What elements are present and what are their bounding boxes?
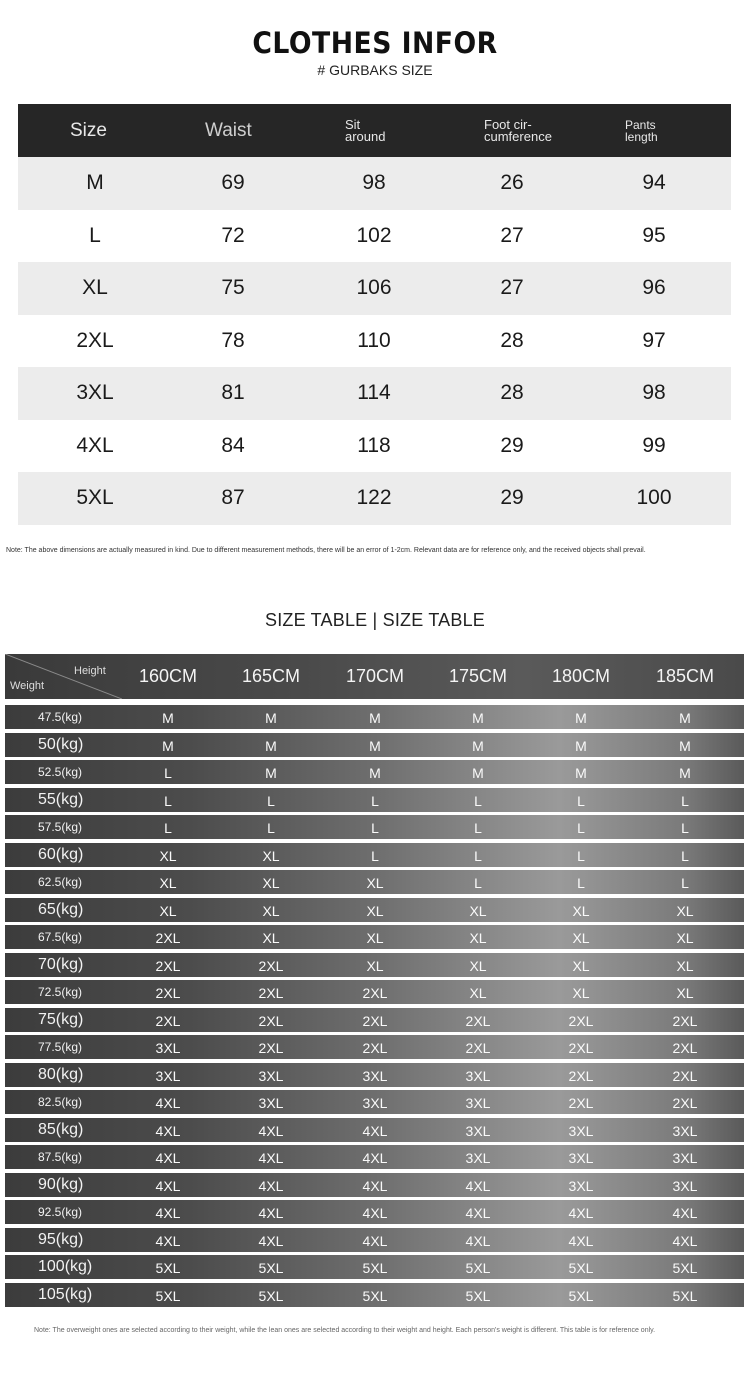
size-cell: M — [162, 737, 174, 754]
header-size: Size — [70, 119, 107, 141]
size-cell: 4XL — [258, 1205, 284, 1221]
weight-label: 95(kg) — [38, 1230, 84, 1248]
size-cell: 5XL — [258, 1260, 284, 1276]
measurement-cell: 94 — [642, 171, 666, 194]
weight-label: 100(kg) — [38, 1258, 93, 1275]
measurement-cell: 2XL — [76, 328, 114, 352]
header-corner — [5, 654, 122, 699]
measurement-cell: 114 — [357, 381, 391, 404]
measurement-cell: 3XL — [76, 381, 114, 404]
size-table-note: Note: The overweight ones are selected according to their weight, while the lean ones are selected according to their weight and height. Each person's weight is different. This table is for reference only. — [34, 1327, 656, 1334]
size-row — [5, 1063, 744, 1087]
size-row — [5, 870, 744, 894]
size-cell: 4XL — [155, 1232, 181, 1249]
size-cell: 5XL — [155, 1287, 181, 1304]
size-cell: 2XL — [155, 957, 181, 974]
size-cell: XL — [572, 957, 590, 974]
size-cell: M — [679, 737, 691, 754]
measurement-cell: 122 — [356, 486, 392, 509]
size-cell: 2XL — [362, 985, 388, 1001]
size-cell: XL — [469, 985, 487, 1001]
height-header-cell: 185CM — [655, 666, 715, 686]
measurement-cell: XL — [82, 276, 108, 299]
size-cell: M — [265, 765, 277, 781]
measurement-cell: 106 — [356, 276, 392, 299]
measurement-row — [18, 210, 731, 263]
size-cell: M — [679, 710, 691, 726]
measurement-cell: 5XL — [76, 486, 114, 509]
size-row — [5, 705, 744, 729]
size-cell: XL — [366, 957, 384, 974]
size-cell: 4XL — [362, 1232, 388, 1249]
size-cell: 2XL — [362, 1040, 388, 1056]
size-cell: 2XL — [465, 1040, 491, 1056]
size-cell: 2XL — [672, 1012, 698, 1029]
size-cell: 4XL — [568, 1205, 594, 1221]
measurement-cell: 29 — [500, 486, 524, 509]
size-cell: 3XL — [465, 1150, 491, 1166]
size-cell: 4XL — [465, 1232, 491, 1249]
size-cell: 5XL — [362, 1260, 388, 1276]
size-cell: L — [577, 820, 585, 836]
size-cell: L — [577, 792, 585, 809]
size-row — [5, 1090, 744, 1114]
measurement-cell: 110 — [357, 328, 391, 352]
size-cell: M — [472, 765, 484, 781]
measurement-cell: 28 — [500, 328, 524, 352]
page-title: CLOTHES INFOR — [252, 26, 498, 60]
size-cell: M — [575, 737, 587, 754]
size-cell: 5XL — [568, 1287, 594, 1304]
size-cell: 3XL — [568, 1150, 594, 1166]
size-cell: L — [164, 820, 172, 836]
size-cell: XL — [262, 902, 280, 919]
size-cell: 5XL — [155, 1260, 181, 1276]
size-cell: M — [472, 737, 484, 754]
size-cell: 3XL — [465, 1095, 491, 1111]
size-cell: 2XL — [672, 1040, 698, 1056]
header-waist: Waist — [205, 119, 252, 141]
size-cell: XL — [159, 875, 177, 891]
size-cell: 3XL — [362, 1067, 388, 1084]
measurement-cell: 78 — [221, 328, 245, 352]
size-cell: 2XL — [672, 1067, 698, 1084]
size-cell: M — [265, 710, 277, 726]
measurement-row — [18, 262, 731, 315]
size-table — [5, 654, 744, 1304]
corner-weight-label: Weight — [10, 680, 45, 692]
size-cell: 2XL — [568, 1095, 594, 1111]
size-cell: XL — [676, 985, 694, 1001]
size-cell: 4XL — [258, 1122, 284, 1139]
weight-label: 90(kg) — [38, 1175, 84, 1193]
size-cell: 4XL — [258, 1177, 284, 1194]
size-cell: 2XL — [465, 1012, 491, 1029]
size-cell: 4XL — [672, 1205, 698, 1221]
measurement-cell: 87 — [221, 486, 245, 509]
measurement-row — [18, 420, 731, 473]
size-cell: 3XL — [258, 1067, 284, 1084]
size-cell: XL — [469, 930, 487, 946]
weight-label: 77.5(kg) — [38, 1040, 83, 1054]
size-cell: 5XL — [672, 1287, 698, 1304]
measurement-row — [18, 315, 731, 368]
measurement-cell: 97 — [642, 328, 666, 352]
size-cell: 4XL — [155, 1150, 181, 1166]
size-cell: XL — [676, 957, 694, 974]
measurement-cell: M — [86, 171, 104, 194]
size-cell: XL — [262, 847, 280, 864]
measurement-cell: 95 — [642, 223, 666, 247]
size-cell: 4XL — [362, 1205, 388, 1221]
size-cell: 4XL — [258, 1232, 284, 1249]
page-subtitle: # GURBAKS SIZE — [317, 62, 433, 78]
measurement-cell: 4XL — [76, 433, 114, 457]
size-cell: 4XL — [155, 1205, 181, 1221]
size-cell: XL — [469, 957, 487, 974]
size-cell: L — [681, 847, 689, 864]
weight-label: 87.5(kg) — [38, 1150, 83, 1164]
size-cell: 2XL — [258, 957, 284, 974]
measurement-table — [18, 104, 731, 525]
weight-label: 105(kg) — [38, 1285, 93, 1303]
measurement-table-header — [18, 104, 731, 157]
size-row — [5, 925, 744, 949]
size-cell: M — [162, 710, 174, 726]
size-cell: M — [472, 710, 484, 726]
size-cell: L — [267, 820, 275, 836]
size-row — [5, 1228, 744, 1252]
height-header-cell: 175CM — [448, 666, 508, 686]
measurement-row — [18, 472, 731, 525]
size-cell: L — [267, 792, 275, 809]
size-cell: M — [679, 765, 691, 781]
size-cell: 2XL — [568, 1067, 594, 1084]
size-cell: 4XL — [672, 1232, 698, 1249]
size-cell: 2XL — [568, 1040, 594, 1056]
weight-label: 60(kg) — [38, 845, 84, 863]
weight-label: 65(kg) — [38, 900, 84, 918]
measurement-cell: 98 — [642, 381, 666, 404]
measurement-row — [18, 367, 731, 420]
size-cell: 2XL — [155, 930, 181, 946]
size-cell: XL — [676, 902, 694, 919]
weight-label: 50(kg) — [38, 735, 84, 753]
size-row — [5, 1118, 744, 1142]
size-cell: XL — [469, 902, 487, 919]
size-table-title: SIZE TABLE | SIZE TABLE — [264, 610, 486, 630]
size-row — [5, 1145, 744, 1169]
size-cell: 4XL — [155, 1122, 181, 1139]
weight-label: 80(kg) — [38, 1065, 84, 1083]
size-cell: L — [164, 792, 172, 809]
measurement-cell: 28 — [500, 381, 524, 404]
size-cell: 2XL — [258, 1012, 284, 1029]
measurement-cell: 27 — [500, 276, 524, 299]
size-cell: 3XL — [362, 1095, 388, 1111]
size-cell: XL — [366, 930, 384, 946]
measurement-cell: 29 — [500, 433, 524, 457]
size-cell: M — [575, 710, 587, 726]
size-cell: 4XL — [465, 1177, 491, 1194]
size-row — [5, 980, 744, 1004]
size-cell: XL — [159, 902, 177, 919]
size-cell: L — [474, 847, 482, 864]
size-cell: 2XL — [155, 1012, 181, 1029]
height-header-cell: 170CM — [345, 666, 405, 686]
measurement-cell: 84 — [221, 433, 245, 457]
size-row — [5, 788, 744, 812]
size-cell: XL — [262, 930, 280, 946]
size-row — [5, 733, 744, 757]
size-cell: XL — [572, 902, 590, 919]
measurement-cell: 81 — [221, 381, 245, 404]
size-cell: 4XL — [155, 1177, 181, 1194]
size-cell: XL — [366, 902, 384, 919]
size-cell: 4XL — [465, 1205, 491, 1221]
size-cell: M — [265, 737, 277, 754]
header-foot-circumference: Foot cir- cumference — [484, 116, 552, 144]
size-cell: 4XL — [568, 1232, 594, 1249]
size-cell: 2XL — [155, 985, 181, 1001]
size-cell: 4XL — [362, 1150, 388, 1166]
size-cell: XL — [676, 930, 694, 946]
size-cell: 4XL — [362, 1122, 388, 1139]
size-cell: 3XL — [568, 1122, 594, 1139]
weight-label: 52.5(kg) — [38, 765, 83, 779]
size-cell: M — [369, 710, 381, 726]
size-cell: XL — [572, 930, 590, 946]
measurement-cell: 72 — [221, 223, 245, 247]
measurement-cell: L — [89, 223, 101, 247]
size-cell: XL — [159, 847, 177, 864]
size-cell: M — [369, 737, 381, 754]
size-cell: 3XL — [465, 1067, 491, 1084]
size-cell: 5XL — [362, 1287, 388, 1304]
size-cell: 2XL — [258, 985, 284, 1001]
size-cell: 5XL — [568, 1260, 594, 1276]
measurement-row — [18, 157, 731, 210]
size-cell: L — [474, 820, 482, 836]
weight-label: 57.5(kg) — [38, 820, 83, 834]
size-row — [5, 1283, 744, 1307]
weight-label: 67.5(kg) — [38, 930, 83, 944]
size-cell: M — [575, 765, 587, 781]
weight-label: 47.5(kg) — [38, 710, 83, 724]
weight-label: 62.5(kg) — [38, 875, 83, 889]
size-cell: 3XL — [258, 1095, 284, 1111]
size-row — [5, 953, 744, 977]
size-cell: L — [164, 765, 172, 781]
size-row — [5, 1035, 744, 1059]
weight-label: 72.5(kg) — [38, 985, 83, 999]
measurement-cell: 27 — [500, 223, 524, 247]
size-cell: L — [371, 820, 379, 836]
size-cell: L — [474, 875, 482, 891]
measurement-cell: 69 — [221, 171, 245, 194]
weight-label: 75(kg) — [38, 1010, 84, 1028]
size-cell: L — [681, 820, 689, 836]
size-cell: 2XL — [362, 1012, 388, 1029]
size-cell: 4XL — [362, 1177, 388, 1194]
size-cell: 5XL — [258, 1287, 284, 1304]
size-row — [5, 1173, 744, 1197]
size-cell: XL — [366, 875, 384, 891]
weight-label: 55(kg) — [38, 790, 84, 808]
size-cell: 5XL — [465, 1260, 491, 1276]
size-cell: L — [577, 847, 585, 864]
size-cell: 3XL — [465, 1122, 491, 1139]
measurement-cell: 26 — [500, 171, 524, 194]
size-row — [5, 1255, 744, 1279]
measurement-cell: 100 — [636, 486, 672, 509]
weight-label: 92.5(kg) — [38, 1205, 83, 1219]
size-table-header — [5, 654, 744, 699]
weight-label: 70(kg) — [38, 955, 84, 973]
size-cell: L — [371, 847, 379, 864]
size-cell: L — [577, 875, 585, 891]
corner-height-label: Height — [74, 665, 106, 677]
size-cell: 3XL — [155, 1067, 181, 1084]
measurement-cell: 102 — [356, 223, 392, 247]
size-cell: 3XL — [672, 1177, 698, 1194]
size-cell: 3XL — [155, 1040, 181, 1056]
size-cell: 4XL — [258, 1150, 284, 1166]
size-cell: 2XL — [568, 1012, 594, 1029]
height-header-cell: 180CM — [551, 666, 611, 686]
size-cell: M — [369, 765, 381, 781]
size-cell: 5XL — [465, 1287, 491, 1304]
size-cell: 2XL — [258, 1040, 284, 1056]
height-header-cell: 165CM — [241, 666, 301, 686]
measurement-note: Note: The above dimensions are actually measured in kind. Due to different measurement methods, there will be an error of 1-2cm. Relevant data are for reference only, and the received objects shall prevail. — [6, 547, 646, 554]
size-cell: L — [371, 792, 379, 809]
size-cell: L — [474, 792, 482, 809]
size-cell: L — [681, 792, 689, 809]
size-cell: XL — [262, 875, 280, 891]
size-cell: 3XL — [672, 1150, 698, 1166]
size-row — [5, 898, 744, 922]
height-header-cell: 160CM — [138, 666, 198, 686]
measurement-cell: 75 — [221, 276, 245, 299]
measurement-cell: 99 — [642, 433, 666, 457]
size-cell: 2XL — [672, 1095, 698, 1111]
measurement-cell: 98 — [362, 171, 386, 194]
measurement-cell: 118 — [357, 433, 391, 457]
header-sit-around: Sit around — [345, 116, 386, 144]
size-row — [5, 1200, 744, 1224]
size-row — [5, 760, 744, 784]
measurement-cell: 96 — [642, 276, 666, 299]
header-pants-length: Pants length — [625, 117, 658, 144]
size-cell: 3XL — [568, 1177, 594, 1194]
size-cell: 4XL — [155, 1095, 181, 1111]
size-row — [5, 843, 744, 867]
weight-label: 82.5(kg) — [38, 1095, 83, 1109]
size-cell: XL — [572, 985, 590, 1001]
size-cell: 3XL — [672, 1122, 698, 1139]
weight-label: 85(kg) — [38, 1120, 84, 1138]
size-row — [5, 1008, 744, 1032]
size-row — [5, 815, 744, 839]
size-cell: 5XL — [672, 1260, 698, 1276]
size-cell: L — [681, 875, 689, 891]
